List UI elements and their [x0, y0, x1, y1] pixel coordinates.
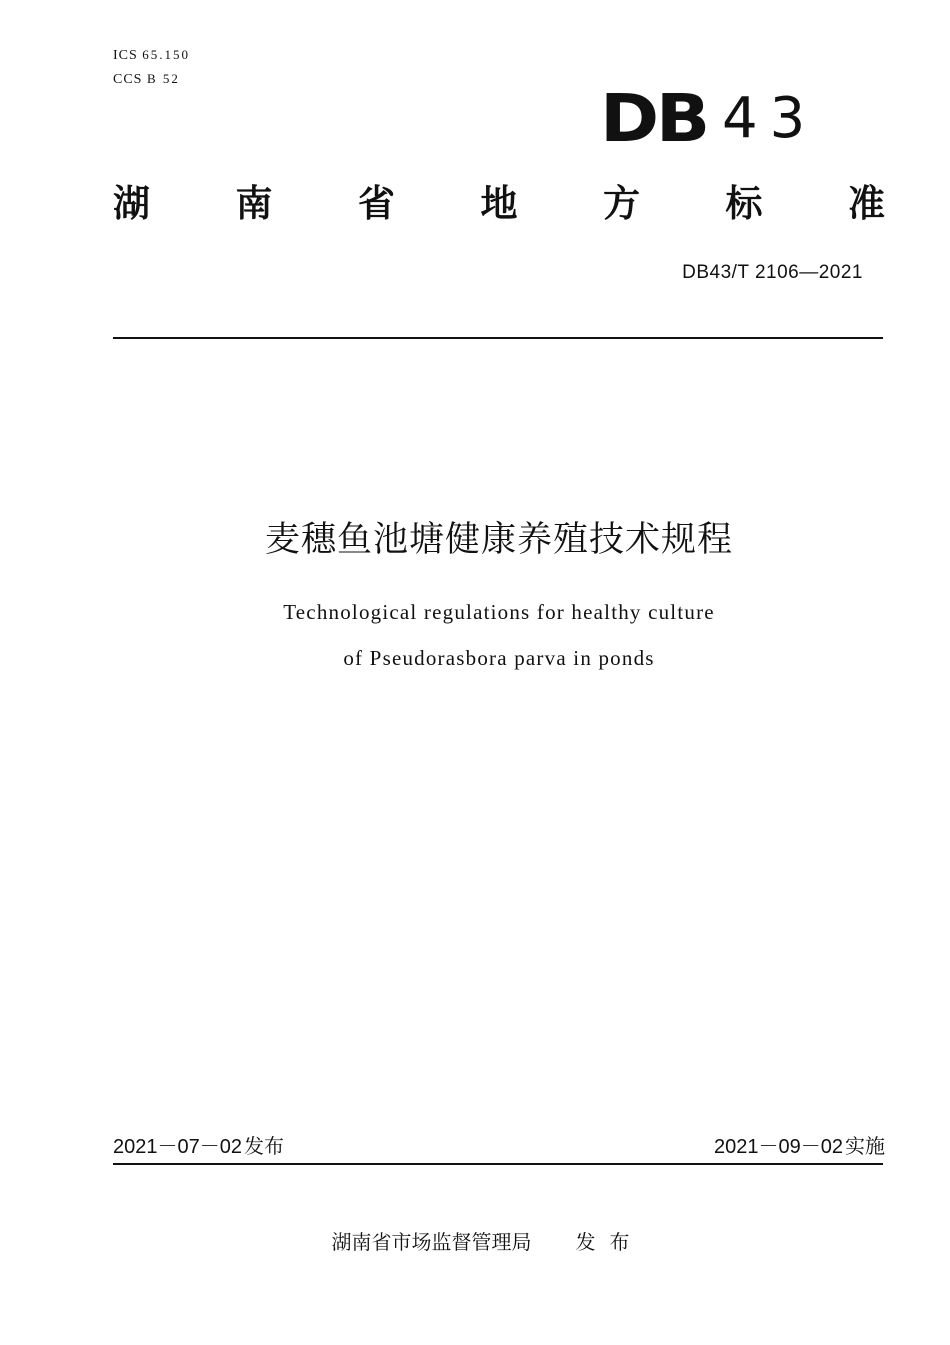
- header-divider: [113, 337, 883, 339]
- standard-logo: [600, 80, 818, 157]
- issue-label: 发布: [243, 1134, 284, 1158]
- province-code: 43: [722, 86, 818, 151]
- ics-label: ICS: [113, 48, 138, 63]
- standard-type-char: 准: [848, 182, 885, 225]
- implementation-date-block: [714, 1132, 885, 1161]
- standard-type-char: 方: [603, 182, 640, 225]
- document-title-chinese: 麦穗鱼池塘健康养殖技术规程: [264, 520, 733, 560]
- issuer-action: 发布: [575, 1230, 644, 1254]
- issue-date-block: [113, 1132, 284, 1161]
- ccs-classification: [113, 71, 180, 88]
- implementation-label: 实施: [845, 1134, 885, 1158]
- issue-date: 2021－07－02: [113, 1136, 242, 1158]
- ics-classification: [113, 47, 190, 64]
- ccs-code: B 52: [146, 71, 180, 86]
- standard-type-char: 地: [480, 182, 518, 225]
- ccs-label: CCS: [113, 72, 143, 87]
- standard-type-char: 湖: [113, 182, 150, 225]
- document-title-english-line2: of Pseudorasbora parva in ponds: [343, 646, 655, 670]
- ics-code: 65.150: [142, 47, 191, 62]
- document-title-english-line1: Technological regulations for healthy culture: [283, 600, 715, 624]
- db-logo-mark: DB: [600, 80, 708, 157]
- issuer-name: 湖南省市场监督管理局: [331, 1230, 532, 1254]
- implementation-date: 2021－09－02: [714, 1136, 843, 1158]
- standard-type-heading: [113, 180, 885, 228]
- standard-type-char: 标: [725, 182, 763, 225]
- standard-number: DB43/T 2106—2021: [682, 262, 863, 283]
- standard-type-char: 省: [358, 182, 395, 225]
- footer-divider: [113, 1163, 883, 1165]
- standard-type-char: 南: [235, 182, 273, 225]
- issuing-authority: [0, 1228, 950, 1256]
